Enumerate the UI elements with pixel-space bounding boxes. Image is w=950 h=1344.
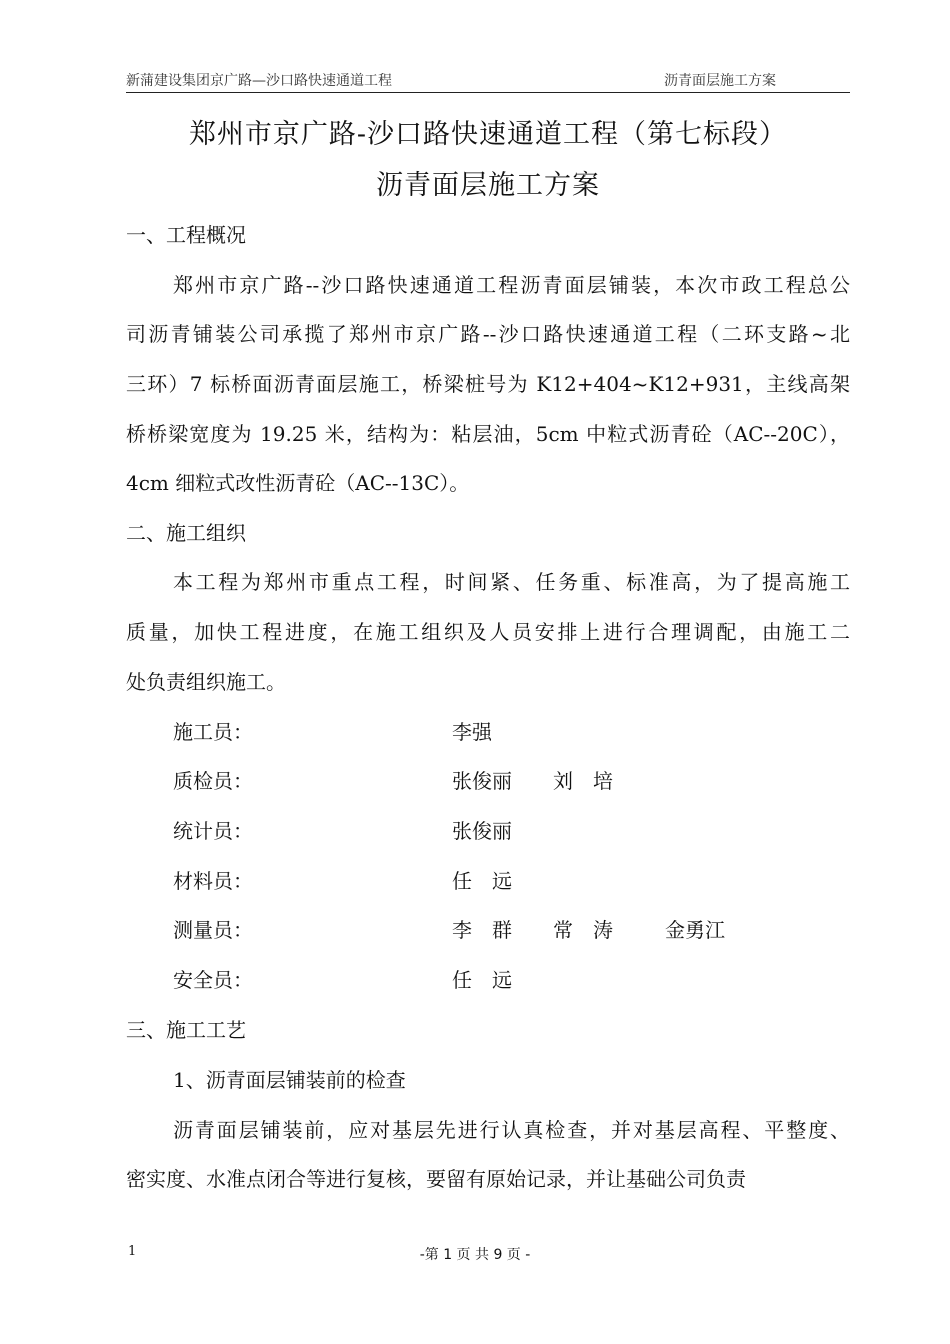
staff-role: 统计员： (173, 819, 253, 843)
staff-role: 安全员： (173, 968, 253, 992)
section-1-heading: 一、工程概况 (126, 223, 246, 247)
section-3-heading: 三、施工工艺 (126, 1018, 246, 1042)
footer-page-number: 1 (128, 1244, 137, 1259)
header-left-text: 新蒲建设集团京广路—沙口路快速通道工程 (126, 73, 392, 89)
paragraph-line: 本工程为郑州市重点工程，时间紧、任务重、标准高，为了提高施工 (173, 570, 850, 594)
footer-page-info: -第 1 页 共 9 页 - (419, 1247, 531, 1263)
staff-role: 测量员： (173, 918, 253, 942)
paragraph-line: 司沥青铺装公司承揽了郑州市京广路--沙口路快速通道工程（二环支路~北 (126, 322, 850, 346)
paragraph-line: 处负责组织施工。 (126, 670, 286, 694)
staff-name: 任 远 (452, 869, 512, 893)
staff-name: 李强 (452, 720, 492, 744)
staff-name: 金勇江 (665, 918, 725, 942)
staff-name: 张俊丽 (452, 769, 512, 793)
page-header (126, 70, 850, 93)
section-2-heading: 二、施工组织 (126, 521, 246, 545)
staff-role: 施工员： (173, 720, 253, 744)
document-title-line-1: 郑州市京广路-沙口路快速通道工程（第七标段） (188, 119, 788, 150)
staff-name: 常 涛 (553, 918, 613, 942)
staff-name: 任 远 (452, 968, 512, 992)
staff-name: 刘 培 (553, 769, 613, 793)
paragraph-line: 沥青面层铺装前，应对基层先进行认真检查，并对基层高程、平整度、 (173, 1118, 850, 1142)
paragraph-line: 郑州市京广路--沙口路快速通道工程沥青面层铺装，本次市政工程总公 (173, 273, 850, 297)
subsection-heading: 1、沥青面层铺装前的检查 (173, 1068, 406, 1092)
paragraph-line: 4cm 细粒式改性沥青砼（AC--13C）。 (126, 471, 470, 495)
header-right-text: 沥青面层施工方案 (664, 73, 776, 89)
paragraph-line: 密实度、水准点闭合等进行复核，要留有原始记录，并让基础公司负责 (126, 1167, 746, 1191)
staff-role: 质检员： (173, 769, 253, 793)
document-title-line-2: 沥青面层施工方案 (376, 170, 600, 201)
staff-role: 材料员： (173, 869, 253, 893)
paragraph-line: 三环）7 标桥面沥青面层施工，桥梁桩号为 K12+404~K12+931，主线高架 (126, 372, 850, 396)
staff-name: 张俊丽 (452, 819, 512, 843)
staff-name: 李 群 (452, 918, 512, 942)
paragraph-line: 桥桥梁宽度为 19.25 米，结构为：粘层油，5cm 中粒式沥青砼（AC--20C）， (126, 422, 850, 446)
paragraph-line: 质量，加快工程进度，在施工组织及人员安排上进行合理调配，由施工二 (126, 620, 850, 644)
